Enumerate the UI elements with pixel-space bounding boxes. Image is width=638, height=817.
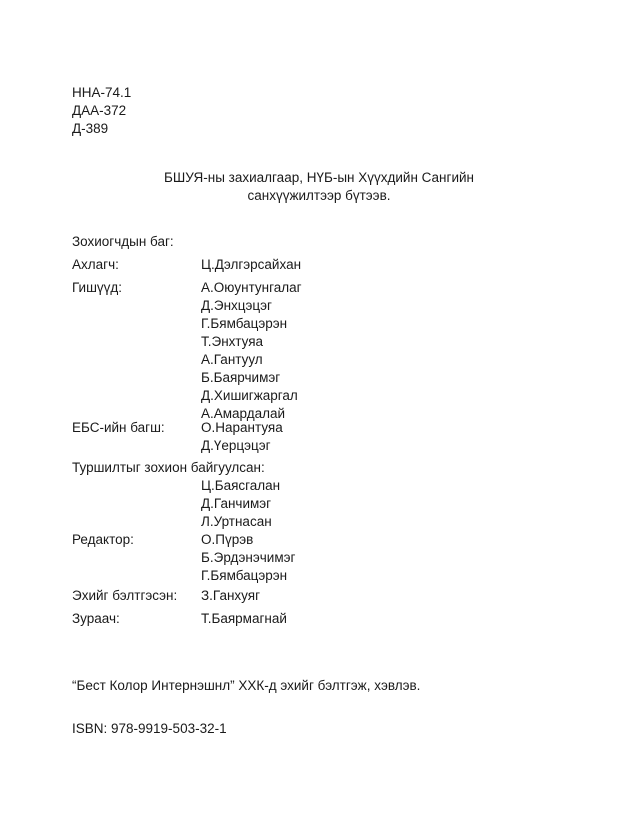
funding-notice-line2: санхүүжилтээр бүтээв. [247,188,391,203]
classification-codes [72,84,131,138]
person-name: Д.Ганчимэг [201,496,272,511]
publisher-line: “Бест Колор Интернэшнл” ХХК-д эхийг бэлтгэж, хэвлэв. [72,678,421,693]
person-name: Д.Үерцэцэг [201,438,271,453]
person-name: Г.Бямбацэрэн [201,316,288,331]
code-line: Д-389 [72,121,109,136]
person-name: Ц.Баясгалан [201,478,281,493]
person-name: З.Ганхуяг [201,588,261,603]
role-label-illustrator: Зураач: [72,611,120,626]
isbn-line: ISBN: 978-9919-503-32-1 [72,721,227,736]
names-illustrator [201,610,287,628]
names-editor [201,531,295,585]
person-name: Б.Баярчимэг [201,370,281,385]
team-heading: Зохиогчдын баг: [72,234,174,249]
role-label-members: Гишүүд: [72,280,123,295]
names-ebs-teacher [201,419,283,455]
person-name: Д.Энхцэцэг [201,298,272,313]
names-pilot [201,477,280,531]
person-name: Г.Бямбацэрэн [201,568,288,583]
person-name: О.Пүрэв [201,532,254,547]
names-members [201,279,302,423]
person-name: Л.Уртнасан [201,514,272,529]
person-name: Ц.Дэлгэрсайхан [201,257,302,272]
names-lead [201,256,301,274]
funding-notice-line1: БШУЯ-ны захиалгаар, НҮБ-ын Хүүхдийн Сангийн [164,170,474,185]
role-label-pilot: Туршилтыг зохион байгуулсан: [72,460,265,475]
person-name: А.Оюунтунгалаг [201,280,302,295]
role-label-prepared: Эхийг бэлтгэсэн: [72,588,178,603]
person-name: О.Нарантуяа [201,420,283,435]
person-name: Т.Баярмагнай [201,611,287,626]
person-name: А.Гантуул [201,352,263,367]
code-line: ННА-74.1 [72,85,132,100]
person-name: Т.Энхтуяа [201,334,264,349]
role-label-ebs-teacher: ЕБС-ийн багш: [72,420,165,435]
role-label-lead: Ахлагч: [72,257,119,272]
person-name: А.Амардалай [201,406,286,421]
names-prepared [201,587,260,605]
person-name: Б.Эрдэнэчимэг [201,550,296,565]
code-line: ДАА-372 [72,103,127,118]
funding-notice [0,169,638,205]
role-label-editor: Редактор: [72,532,134,547]
person-name: Д.Хишигжаргал [201,388,298,403]
